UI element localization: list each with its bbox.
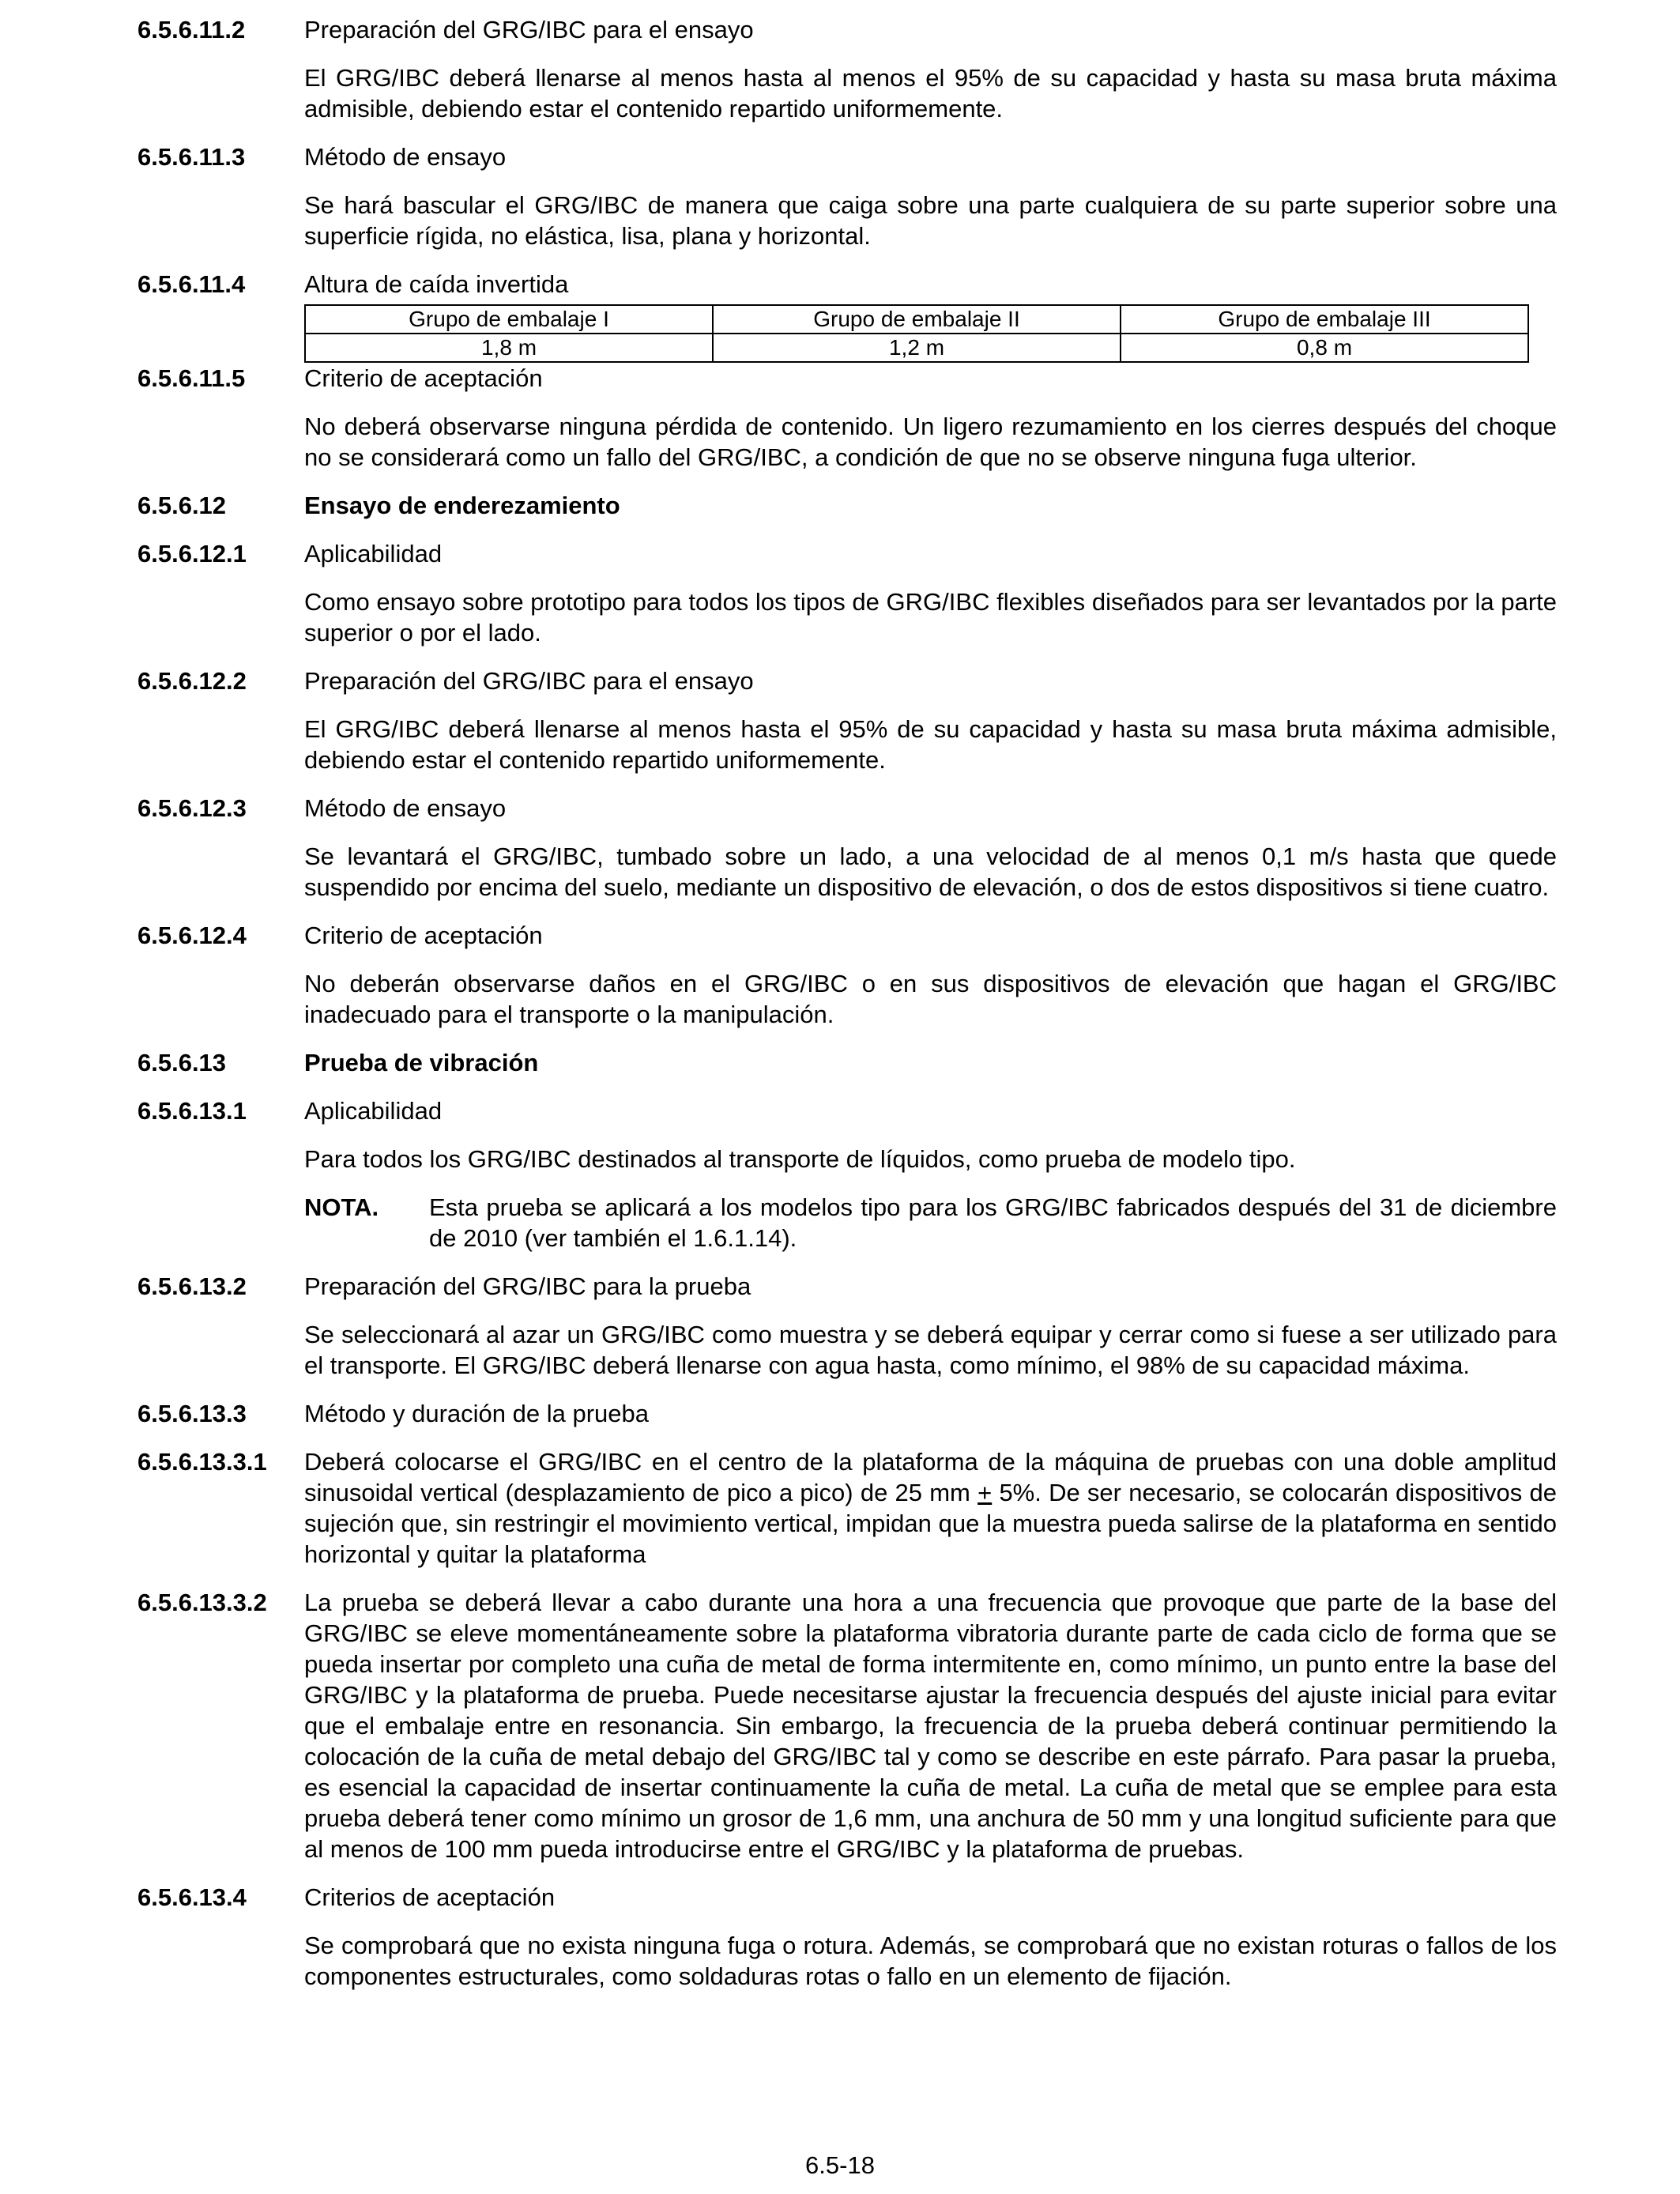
- section-number: 6.5.6.13.1: [137, 1097, 247, 1125]
- section-heading: Ensayo de enderezamiento: [304, 492, 620, 519]
- section-number: 6.5.6.12: [137, 492, 227, 519]
- section-6-5-6-11-5: [137, 363, 1557, 394]
- section-heading: Criterios de aceptación: [304, 1883, 556, 1911]
- section-heading: Preparación del GRG/IBC para la prueba: [304, 1272, 751, 1300]
- paragraph-text: 5%. De ser necesario, se colocarán dispositivos de sujeción que, sin restringir el movimiento vertical, impidan que la muestra pueda salirse de la plataforma en sentido horizontal y quitar la plataforma: [304, 1479, 1557, 1568]
- section-heading: Preparación del GRG/IBC para el ensayo: [304, 16, 754, 43]
- section-paragraph: El GRG/IBC deberá llenarse al menos hasta el 95% de su capacidad y hasta su masa bruta máxima admisible, debiendo estar el contenido repartido uniformemente.: [304, 715, 1557, 774]
- plus-minus-sign: +: [977, 1479, 993, 1506]
- section-6-5-6-13-2: [137, 1271, 1557, 1302]
- table-cell: 0,8 m: [1121, 334, 1528, 362]
- section-paragraph: Se hará bascular el GRG/IBC de manera que caiga sobre una parte cualquiera de su parte superior sobre una superficie rígida, no elástica, lisa, plana y horizontal.: [304, 191, 1557, 250]
- section-heading: Altura de caída invertida: [304, 270, 569, 298]
- table-header-cell: Grupo de embalaje I: [305, 305, 713, 334]
- section-number: 6.5.6.11.2: [137, 16, 246, 43]
- section-number: 6.5.6.12.2: [137, 667, 247, 695]
- section-6-5-6-13: [137, 1047, 1557, 1078]
- section-6-5-6-12-1: [137, 538, 1557, 569]
- section-6-5-6-11-2: [137, 14, 1557, 45]
- section-6-5-6-12-2: [137, 665, 1557, 696]
- section-6-5-6-11-4: [137, 269, 1557, 300]
- section-paragraph: No deberán observarse daños en el GRG/IBC o en sus dispositivos de elevación que hagan el GRG/IBC inadecuado para el transporte o la manipulación.: [304, 970, 1557, 1028]
- table-cell: 1,8 m: [305, 334, 713, 362]
- note-label: NOTA.: [304, 1193, 379, 1221]
- section-6-5-6-13-4: [137, 1882, 1557, 1913]
- section-number: 6.5.6.11.5: [137, 364, 246, 392]
- section-6-5-6-13-1: [137, 1095, 1557, 1126]
- section-heading: Método y duración de la prueba: [304, 1400, 650, 1427]
- section-heading: Método de ensayo: [304, 143, 507, 171]
- section-6-5-6-12-4: [137, 920, 1557, 951]
- section-heading: Prueba de vibración: [304, 1049, 539, 1076]
- section-6-5-6-13-3-2: [137, 1587, 1557, 1864]
- section-number: 6.5.6.13.3: [137, 1400, 247, 1427]
- section-paragraph: Se levantará el GRG/IBC, tumbado sobre un lado, a una velocidad de al menos 0,1 m/s hasta que quede suspendido por encima del suelo, mediante un dispositivo de elevación, o dos de estos dispositivos si tiene cuatro.: [304, 843, 1557, 901]
- document-page: [137, 14, 1557, 1992]
- section-number: 6.5.6.13.4: [137, 1883, 247, 1911]
- section-number: 6.5.6.13.3.1: [137, 1448, 267, 1476]
- section-heading: Método de ensayo: [304, 794, 507, 822]
- table-header-cell: Grupo de embalaje II: [713, 305, 1121, 334]
- section-paragraph: La prueba se deberá llevar a cabo durante una hora a una frecuencia que provoque que parte de la base del GRG/IBC se eleve momentáneamente sobre la plataforma vibratoria durante parte de cada ciclo de forma que se pueda insertar por completo una cuña de metal de forma intermitente en, como mínimo, un punto entre la base del GRG/IBC y la plataforma de prueba. Puede necesitarse ajustar la frecuencia después del ajuste inicial para evitar que el embalaje entre en resonancia. Sin embargo, la frecuencia de la prueba deberá continuar permitiendo la colocación de la cuña de metal debajo del GRG/IBC tal y como se describe en este párrafo. Para pasar la prueba, es esencial la capacidad de insertar continuamente la cuña de metal. La cuña de metal que se emplee para esta prueba deberá tener como mínimo un grosor de 1,6 mm, una anchura de 50 mm y una longitud suficiente para que al menos de 100 mm pueda introducirse entre el GRG/IBC y la plataforma de pruebas.: [304, 1589, 1557, 1863]
- section-paragraph: Se seleccionará al azar un GRG/IBC como muestra y se deberá equipar y cerrar como si fuese a ser utilizado para el transporte. El GRG/IBC deberá llenarse con agua hasta, como mínimo, el 98% de su capacidad máxima.: [304, 1321, 1557, 1379]
- section-number: 6.5.6.12.3: [137, 794, 247, 822]
- page-number: 6.5-18: [805, 2151, 875, 2179]
- drop-height-table: [304, 304, 1529, 363]
- section-paragraph: No deberá observarse ninguna pérdida de contenido. Un ligero rezumamiento en los cierres después del choque no se considerará como un fallo del GRG/IBC, a condición de que no se observe ninguna fuga ulterior.: [304, 413, 1557, 471]
- paragraph-text: Deberá colocarse el GRG/IBC en el centro de la plataforma de la máquina de pruebas con una doble amplitud sinusoidal vertical (desplazamiento de pico a pico) de 25 mm: [304, 1448, 1557, 1506]
- section-number: 6.5.6.12.4: [137, 922, 247, 949]
- section-heading: Aplicabilidad: [304, 540, 443, 567]
- section-heading: Aplicabilidad: [304, 1097, 443, 1125]
- section-6-5-6-13-3: [137, 1398, 1557, 1429]
- table-header-row: [305, 305, 1528, 334]
- section-heading: Criterio de aceptación: [304, 922, 543, 949]
- section-6-5-6-12: [137, 490, 1557, 521]
- section-paragraph: Como ensayo sobre prototipo para todos los tipos de GRG/IBC flexibles diseñados para ser levantados por la parte superior o por el lado.: [304, 588, 1557, 647]
- note-block: [304, 1192, 1557, 1253]
- section-heading: Criterio de aceptación: [304, 364, 543, 392]
- table-header-cell: Grupo de embalaje III: [1121, 305, 1528, 334]
- section-6-5-6-13-3-1: [137, 1446, 1557, 1570]
- table-row: [305, 334, 1528, 362]
- section-6-5-6-11-3: [137, 141, 1557, 172]
- table-cell: 1,2 m: [713, 334, 1121, 362]
- section-heading: Preparación del GRG/IBC para el ensayo: [304, 667, 754, 695]
- section-paragraph: Para todos los GRG/IBC destinados al transporte de líquidos, como prueba de modelo tipo.: [304, 1145, 1296, 1173]
- section-number: 6.5.6.12.1: [137, 540, 247, 567]
- section-number: 6.5.6.11.4: [137, 270, 246, 298]
- section-number: 6.5.6.13: [137, 1049, 227, 1076]
- section-number: 6.5.6.11.3: [137, 143, 246, 171]
- note-text: Esta prueba se aplicará a los modelos tipo para los GRG/IBC fabricados después del 31 de diciembre de 2010 (ver también el 1.6.1.14).: [429, 1193, 1557, 1252]
- section-number: 6.5.6.13.2: [137, 1272, 247, 1300]
- section-paragraph: Se comprobará que no exista ninguna fuga o rotura. Además, se comprobará que no existan roturas o fallos de los componentes estructurales, como soldaduras rotas o fallo en un elemento de fijación.: [304, 1932, 1557, 1990]
- section-paragraph: El GRG/IBC deberá llenarse al menos hasta al menos el 95% de su capacidad y hasta su masa bruta máxima admisible, debiendo estar el contenido repartido uniformemente.: [304, 64, 1557, 123]
- section-6-5-6-12-3: [137, 793, 1557, 824]
- section-number: 6.5.6.13.3.2: [137, 1589, 267, 1616]
- section-paragraph: [304, 1446, 1557, 1570]
